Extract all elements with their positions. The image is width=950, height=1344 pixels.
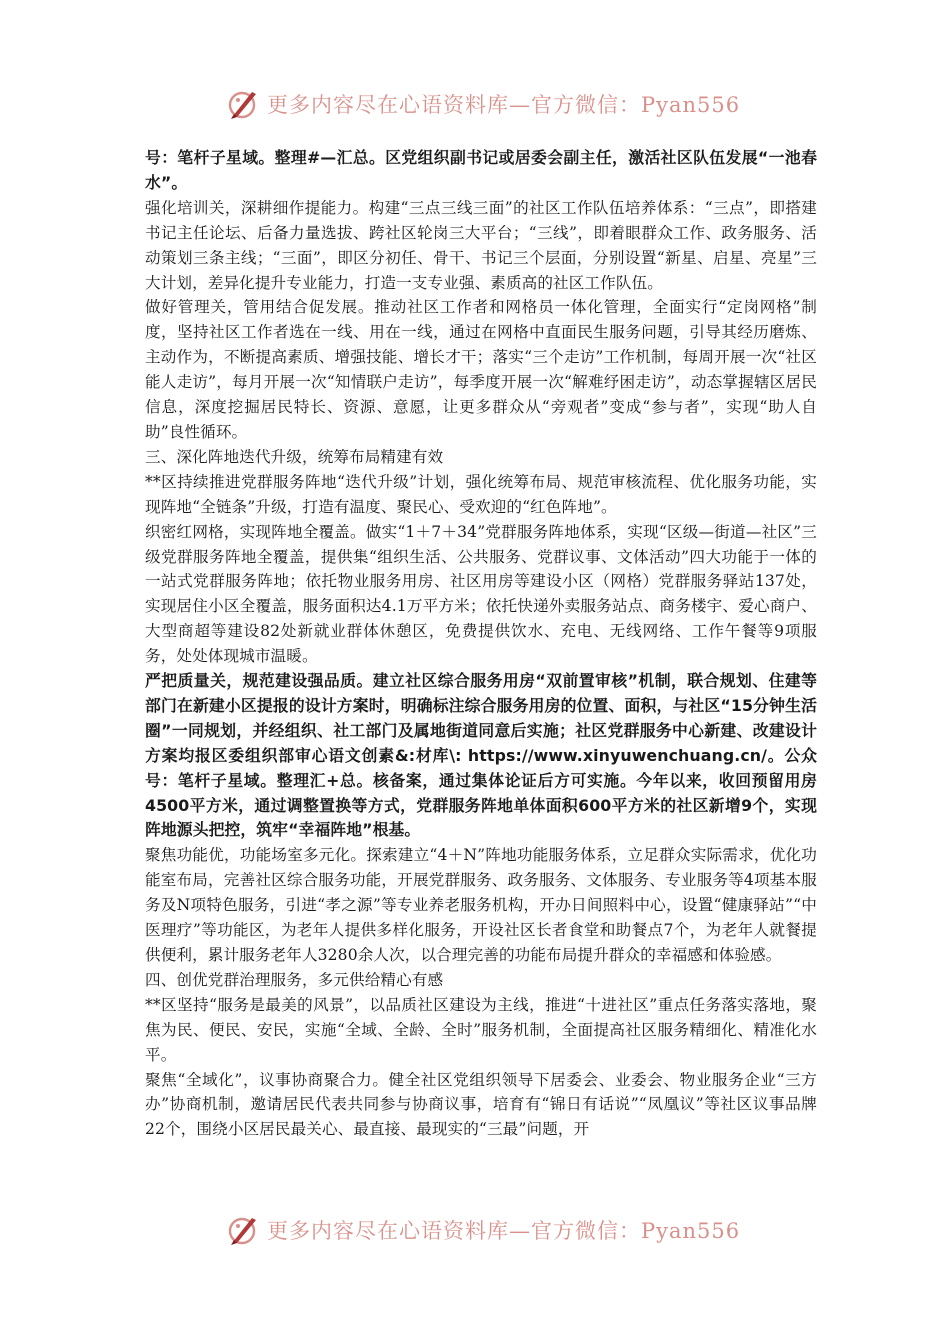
paragraph: **区持续推进党群服务阵地“迭代升级”计划，强化统筹布局、规范审核流程、优化服务功能，实现阵地“全链条”升级，打造有温度、聚民心、受欢迎的“红色阵地”。: [145, 472, 817, 516]
paragraph: 强化培训关，深耕细作提能力。构建“三点三线三面”的社区工作队伍培养体系：“三点”，即搭建书记主任论坛、后备力量选拔、跨社区轮岗三大平台；“三线”，即着眼群众工作、政务服务、活动策划三条主线；“三面”，即区分初任、骨干、书记三个层面，分别设置“新星、启星、亮星”三大计划，差异化提升专业能力，打造一支专业强、素质高的社区工作队伍。: [145, 198, 817, 292]
paragraph: 聚焦功能优，功能场室多元化。探索建立“4＋N”阵地功能服务体系，立足群众实际需求，优化功能室布局，完善社区综合服务功能，开展党群服务、政务服务、文体服务、专业服务等4项基本服务及N项特色服务，引进“孝之源”等专业养老服务机构，开办日间照料中心，设置“健康驿站”“中医理疗”等功能区，为老年人提供多样化服务，开设社区长者食堂和助餐点7个，为老年人就餐提供便利，累计服务老年人3280余人次，以合理完善的功能布局提升群众的幸福感和体验感。: [145, 846, 817, 964]
paragraph: 织密红网格，实现阵地全覆盖。做实“1＋7＋34”党群服务阵地体系，实现“区级—街道—社区”三级党群服务阵地全覆盖，提供集“组织生活、公共服务、党群议事、文体活动”四大功能于一体的一站式党群服务阵地；依托物业服务用房、社区用房等建设小区（网格）党群服务驿站137处，实现居住小区全覆盖，服务面积达4.1万平方米；依托快递外卖服务站点、商务楼宇、爱心商户、大型商超等建设82处新就业群体休憩区，免费提供饮水、充电、无线网络、工作午餐等9项服务，处处体现城市温暖。: [145, 522, 817, 666]
paragraph: **区坚持“服务是最美的风景”，以品质社区建设为主线，推进“十进社区”重点任务落实落地，聚焦为民、便民、安民，实施“全域、全龄、全时”服务机制，全面提高社区服务精细化、精准化水平。: [145, 995, 817, 1064]
brush-pen-icon: [225, 1212, 261, 1248]
paragraph: 号：笔杆子星域。整理#—汇总。区党组织副书记或居委会副主任，激活社区队伍发展“一池春水”。: [145, 148, 817, 192]
section-heading: 四、创优党群治理服务，多元供给精心有感: [145, 970, 444, 989]
watermark-text: 更多内容尽在心语资料库—官方微信：Pyan556: [267, 1219, 741, 1243]
paragraph: 聚焦“全域化”，议事协商聚合力。健全社区党组织领导下居委会、业委会、物业服务企业“三方办”协商机制，邀请居民代表共同参与协商议事，培育有“锦日有话说”“凤凰议”等社区议事品牌22个，围绕小区居民最关心、最直接、最现实的“三最”问题，开: [145, 1070, 817, 1139]
section-heading: 三、深化阵地迭代升级，统筹布局精建有效: [145, 447, 444, 466]
document-body: [145, 146, 817, 1142]
watermark-text: 更多内容尽在心语资料库—官方微信：Pyan556: [267, 93, 741, 117]
paragraph: 做好管理关，管用结合促发展。推动社区工作者和网格员一体化管理，全面实行“定岗网格”制度，坚持社区工作者选在一线、用在一线，通过在网格中直面民生服务问题，引导其经历磨炼、主动作为，不断提高素质、增强技能、增长才干；落实“三个走访”工作机制，每周开展一次“社区能人走访”，每月开展一次“知情联户走访”，每季度开展一次“解难纾困走访”，动态掌握辖区居民信息，深度挖掘居民特长、资源、意愿，让更多群众从“旁观者”变成“参与者”，实现“助人自助”良性循环。: [145, 298, 817, 441]
footer-watermark: [225, 1210, 745, 1250]
header-watermark: [225, 84, 745, 124]
paragraph: 严把质量关，规范建设强品质。建立社区综合服务用房“双前置审核”机制，联合规划、住建等部门在新建小区提报的设计方案时，明确标注综合服务用房的位置、面积，与社区“15分钟生活圈”一同规划，并经组织、社工部门及属地街道同意后实施；社区党群服务中心新建、改建设计方案均报区委组织部审心语文创素&:材库\: https://www.xinyuwenchuang.cn/。公众号：笔杆子星域。整理汇+总。核备案，通过集体论证后方可实施。今年以来，收回预留用房4500平方米，通过调整置换等方式，党群服务阵地单体面积600平方米的社区新增9个，实现阵地源头把控，筑牢“幸福阵地”根基。: [145, 671, 817, 840]
brush-pen-icon: [225, 86, 261, 122]
